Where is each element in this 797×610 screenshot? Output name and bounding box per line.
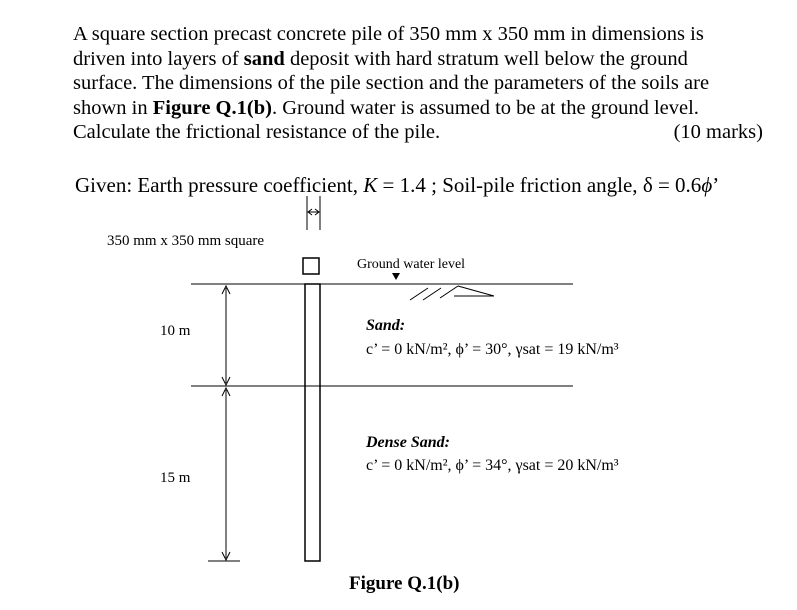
water-table-triangle-icon [392,273,400,280]
bold-figure-ref: Figure Q.1(b) [152,96,272,119]
section-label: 350 mm x 350 mm square [107,233,265,249]
depth-label-15m: 15 m [160,470,191,486]
prime-symbol: ’ [712,173,720,197]
pile-shaft [305,284,320,561]
ground-hatch-5 [458,286,494,296]
ground-water-level-label: Ground water level [357,257,466,272]
k-value: = 1.4 ; Soil-pile friction angle, [377,173,643,197]
question-line-1: A square section precast concrete pile of 350 mm x 350 mm in dimensions is [73,23,704,45]
question-line-4-rest: . Ground water is assumed to be at the ground level. [271,96,699,119]
question-line-5-text: Calculate the frictional resistance of the pile. [73,121,441,143]
layer-1-name-text: Sand: [366,317,406,334]
layer-1-params: c’ = 0 kN/m², ϕ’ = 30°, γsat = 19 kN/m³ [366,341,619,358]
phi-symbol: ϕ [701,173,713,197]
question-line-2-start: driven into layers of [73,47,244,70]
question-line-3: surface. The dimensions of the pile section and the parameters of the soils are [73,72,710,94]
depth-label-10m: 10 m [160,323,191,339]
pile-section-square [303,258,319,274]
layer-2-params: c’ = 0 kN/m², ϕ’ = 34°, γsat = 20 kN/m³ [366,457,619,474]
bold-sand: sand [243,47,285,70]
delta-value: = 0.6 [652,173,702,197]
given-prefix: Given: Earth pressure coefficient, [75,173,364,197]
question-line-2-rest: deposit with hard stratum well below the ground [284,47,688,70]
layer-2-name [366,434,450,452]
delta-symbol: δ [642,173,653,197]
figure-caption: Figure Q.1(b) [349,573,460,594]
layer-1-name [366,317,405,335]
layer-2-name-text: Dense Sand: [366,434,451,451]
marks-label: (10 marks) [673,121,763,143]
question-line-4-start: shown in [73,96,153,119]
k-symbol: K [363,173,378,197]
